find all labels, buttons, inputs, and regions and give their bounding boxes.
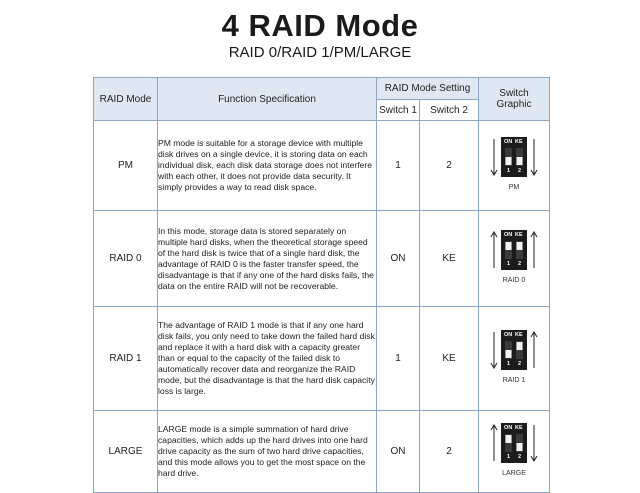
mode-cell: LARGE [94,411,158,493]
switch-number-2: 2 [518,361,522,367]
mode-cell: RAID 0 [94,211,158,307]
table-row [94,411,550,493]
switch-number-1: 1 [507,454,511,460]
switch-on-label: ON [504,139,513,145]
graphic-mode-label: LARGE [502,470,526,477]
table-row [94,211,550,307]
switch-knob-1 [506,350,512,358]
switch-ke-label: KE [515,232,523,238]
header-setting: RAID Mode Setting [377,78,479,100]
switch-number-2: 2 [518,454,522,460]
switch-knob-2 [517,157,523,165]
table-row [94,307,550,411]
switch-number-1: 1 [507,168,511,174]
switch-graphic-cell [479,411,550,493]
page-title: 4 RAID Mode [221,8,419,43]
switch-knob-1 [506,157,512,165]
switch-2-cell: 2 [420,121,479,211]
header-raid-mode: RAID Mode [94,78,158,121]
graphic-mode-label: RAID 1 [502,377,526,384]
switch-2-cell: KE [420,211,479,307]
header-switch-1: Switch 1 [377,100,420,121]
mode-cell: PM [94,121,158,211]
switch-on-label: ON [504,425,513,431]
mode-cell: RAID 1 [94,307,158,411]
switch-ke-label: KE [515,425,523,431]
dip-switch-graphic [484,224,544,288]
switch-ke-label: KE [515,332,523,338]
switch-knob-1 [506,435,512,443]
switch-graphic-cell [479,307,550,411]
description-cell: PM mode is suitable for a storage device with multiple disk drives on a single device, it is storing data on each individual disk, each disk data storage does not interfere with each other, it does not provide data security. It simply provides a way to read disk space. [158,121,377,211]
header-switch-2: Switch 2 [420,100,479,121]
switch-2-cell: 2 [420,411,479,493]
header-function: Function Specification [158,78,377,121]
switch-knob-2 [517,242,523,250]
switch-2-cell: KE [420,307,479,411]
switch-graphic-cell [479,211,550,307]
graphic-mode-label: RAID 0 [502,277,526,284]
dip-switch-graphic [484,417,544,481]
raid-mode-table [93,77,550,493]
graphic-mode-label: PM [508,184,520,191]
switch-number-1: 1 [507,261,511,267]
switch-ke-label: KE [515,139,523,145]
switch-graphic-cell [479,121,550,211]
table-row [94,121,550,211]
switch-1-cell: ON [377,411,420,493]
dip-switch-graphic [484,324,544,388]
switch-knob-2 [517,342,523,350]
header-switch-graphic: Switch Graphic [479,78,550,121]
switch-on-label: ON [504,332,513,338]
switch-number-2: 2 [518,168,522,174]
dip-switch-graphic [484,131,544,195]
description-cell: LARGE mode is a simple summation of hard drive capacities, which adds up the hard drives into one hard drive capacity as the sum of two hard drive capacities, and this mode allows you to get the most space on the hard drive. [158,411,377,493]
description-cell: In this mode, storage data is stored separately on multiple hard disks, when the theoretical storage speed of the hard disk is twice that of a single hard disk, the advantage of RAID 0 is the faster transfer speed, the disadvantage is that if any one of the hard disks fails, the data on the entire RAID will not be recoverable. [158,211,377,307]
switch-1-cell: ON [377,211,420,307]
switch-number-2: 2 [518,261,522,267]
switch-number-1: 1 [507,361,511,367]
switch-knob-2 [517,443,523,451]
switch-knob-1 [506,242,512,250]
description-cell: The advantage of RAID 1 mode is that if any one hard disk fails, you only need to take down the failed hard disk and replace it with a hard disk with a capacity greater than or equal to the capacity of the failed disk to automatically recover data and reorganize the RAID mode, but the disadvantage is that the hard disk capacity loss is large. [158,307,377,411]
page-subtitle: RAID 0/RAID 1/PM/LARGE [228,44,412,61]
switch-1-cell: 1 [377,121,420,211]
switch-on-label: ON [504,232,513,238]
switch-1-cell: 1 [377,307,420,411]
